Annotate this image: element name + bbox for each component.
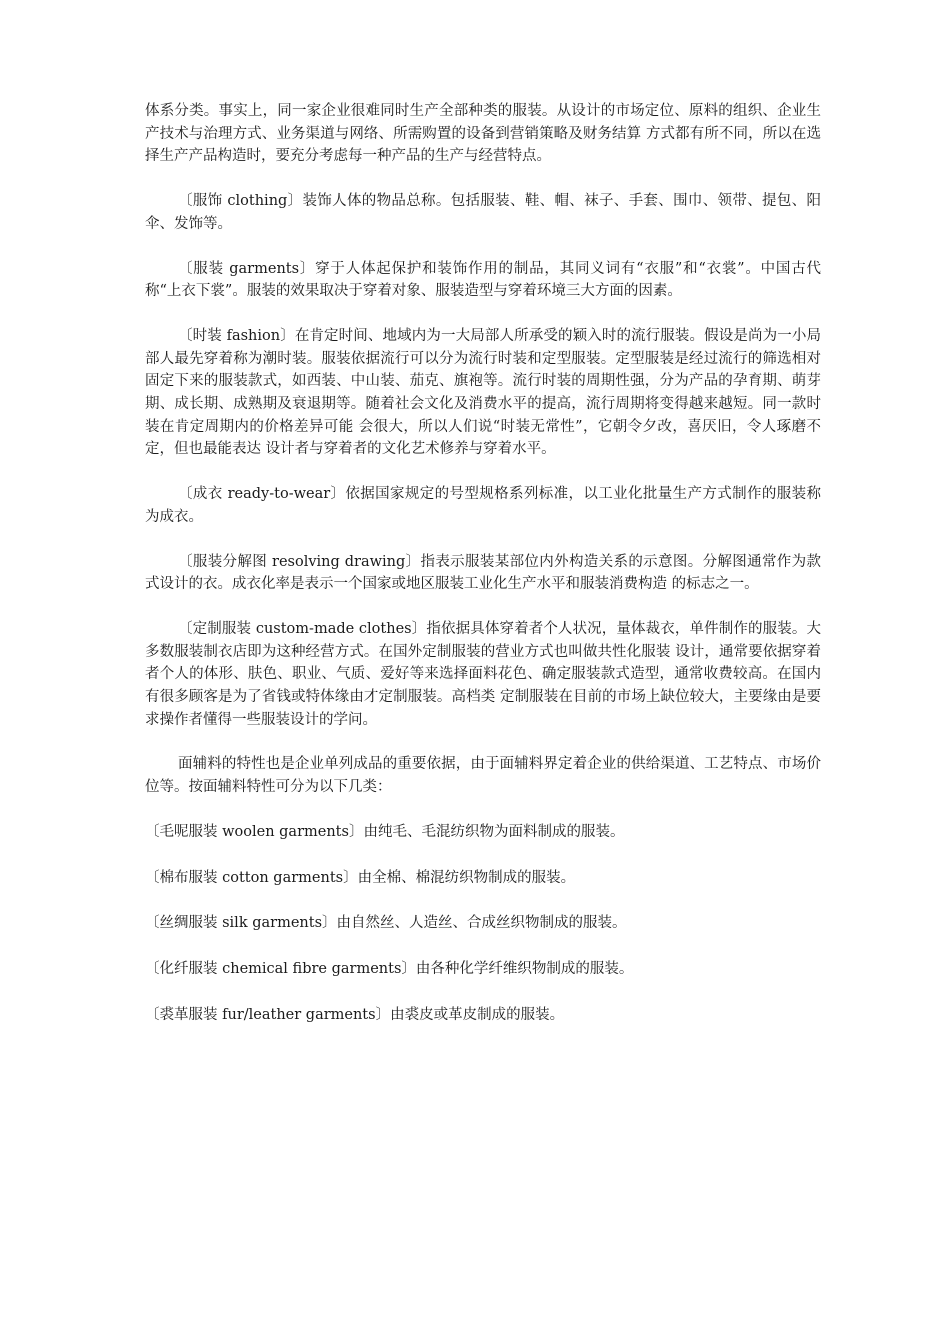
paragraph-clothing: 〔服饰 clothing〕装饰人体的物品总称。包括服装、鞋、帽、袜子、手套、围巾、领带、提包、阳伞、发饰等。 xyxy=(145,193,821,232)
paragraph-intro: 体系分类。事实上，同一家企业很难同时生产全部种类的服装。从设计的市场定位、原料的组织、企业生产技术与治理方式、业务渠道与网络、所需购置的设备到营销策略及财务结算 方式都有所不同，所以在选择生产产品构造时，要充分考虑每一种产品的生产与经营特点。 xyxy=(145,103,821,165)
paragraph-custom-made: 〔定制服装 custom-made clothes〕指依据具体穿着者个人状况，量体裁衣，单件制作的服装。大多数服装制衣店即为这种经营方式。在国外定制服装的营业方式也叫做共性化服装 设计，通常要依据穿着者个人的体形、肤色、职业、气质、爱好等来选择面料花色、确定服装款式造型，通常收费较高。在国内有很多顾客是为了省钱或特体缘由才定制服装。高档类 定制服装在目前的市场上缺位较大，主要缘由是要求操作者懂得一些服装设计的学问。 xyxy=(145,620,821,728)
list-item-woolen: 〔毛呢服装 woolen garments〕由纯毛、毛混纺织物为面料制成的服装。 xyxy=(145,823,625,840)
paragraph-fabric-intro: 面辅料的特性也是企业单列成品的重要依据，由于面辅料界定着企业的供给渠道、工艺特点、市场价位等。按面辅料特性可分为以下几类： xyxy=(145,756,821,796)
list-item-fur-leather: 〔裘革服装 fur/leather garments〕由裘皮或革皮制成的服装。 xyxy=(145,1006,565,1023)
list-item-cotton: 〔棉布服装 cotton garments〕由全棉、棉混纺织物制成的服装。 xyxy=(145,869,576,886)
document-page xyxy=(145,100,821,1049)
list-item-chemical-fibre: 〔化纤服装 chemical fibre garments〕由各种化学纤维织物制成的服装。 xyxy=(145,960,634,977)
paragraph-resolving-drawing: 〔服装分解图 resolving drawing〕指表示服装某部位内外构造关系的示意图。分解图通常作为款式设计的衣。成衣化率是表示一个国家或地区服装工业化生产水平和服装消费构造 的标志之一。 xyxy=(145,553,821,593)
paragraph-ready-to-wear: 〔成衣 ready-to-wear〕依据国家规定的号型规格系列标准，以工业化批量生产方式制作的服装称为成衣。 xyxy=(145,486,821,525)
paragraph-garments: 〔服装 garments〕穿于人体起保护和装饰作用的制品，其同义词有“衣服”和“衣裳”。中国古代称“上衣下裳”。服装的效果取决于穿着对象、服装造型与穿着环境三大方面的因素。 xyxy=(145,260,821,300)
paragraph-fashion: 〔时装 fashion〕在肯定时间、地域内为一大局部人所承受的颖入时的流行服装。假设是尚为一小局部人最先穿着称为潮时装。服装依据流行可以分为流行时装和定型服装。定型服装是经过流行的筛选相对固定下来的服装款式，如西装、中山装、茄克、旗袍等。流行时装的周期性强，分为产品的孕育期、萌芽期、成长期、成熟期及衰退期等。随着社会文化及消费水平的提高，流行周期将变得越来越短。同一款时装在肯定周期内的价格差异可能 会很大，所以人们说“时装无常性”，它朝令夕改，喜厌旧，令人琢磨不定，但也最能表达 设计者与穿着者的文化艺术修养与穿着水平。 xyxy=(145,327,821,458)
list-item-silk: 〔丝绸服装 silk garments〕由自然丝、人造丝、合成丝织物制成的服装。 xyxy=(145,915,627,932)
